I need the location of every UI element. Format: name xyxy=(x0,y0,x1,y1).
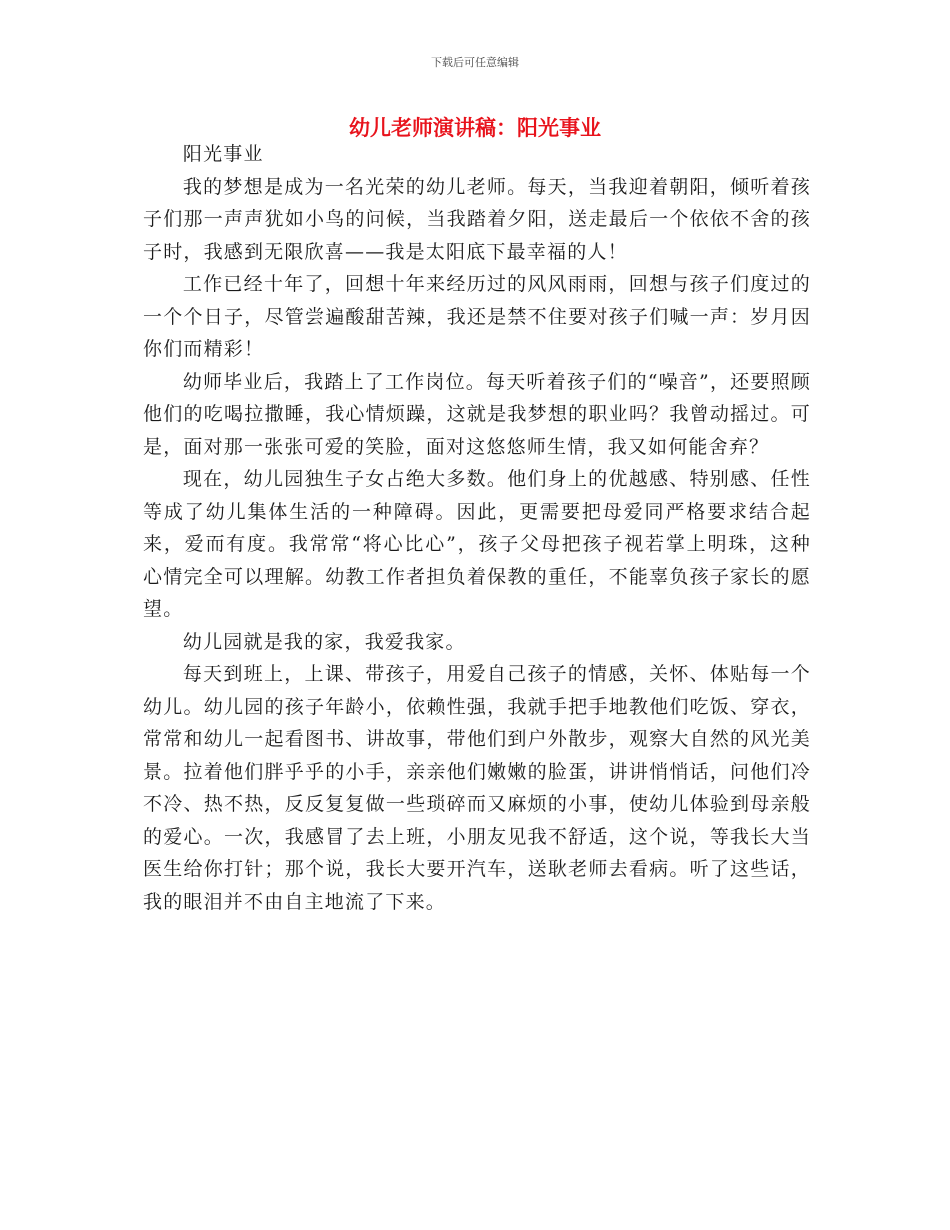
body-paragraph: 我的梦想是成为一名光荣的幼儿老师。每天，当我迎着朝阳，倾听着孩子们那一声声犹如小鸟的问候，当我踏着夕阳，送走最后一个依依不舍的孩子时，我感到无限欣喜——我是太阳底下最幸福的人！ xyxy=(143,175,811,263)
body-paragraph: 现在，幼儿园独生子女占绝大多数。他们身上的优越感、特别感、任性等成了幼儿集体生活的一种障碍。因此，更需要把母爱同严格要求结合起来，爱而有度。我常常“将心比心”，孩子父母把孩子视若掌上明珠，这种心情完全可以理解。幼教工作者担负着保教的重任，不能辜负孩子家长的愿望。 xyxy=(143,468,811,620)
body-paragraph: 每天到班上，上课、带孩子，用爱自己孩子的情感，关怀、体贴每一个幼儿。幼儿园的孩子年龄小，依赖性强，我就手把手地教他们吃饭、穿衣，常常和幼儿一起看图书、讲故事，带他们到户外散步，观察大自然的风光美景。拉着他们胖乎乎的小手，亲亲他们嫩嫩的脸蛋，讲讲悄悄话，问他们冷不冷、热不热，反反复复做一些琐碎而又麻烦的小事，使幼儿体验到母亲般的爱心。一次，我感冒了去上班，小朋友见我不舒适，这个说，等我长大当医生给你打针；那个说，我长大要开汽车，送耿老师去看病。听了这些话，我的眼泪并不由自主地流了下来。 xyxy=(143,663,811,913)
body-paragraph: 工作已经十年了，回想十年来经历过的风风雨雨，回想与孩子们度过的一个个日子，尽管尝遍酸甜苦辣，我还是禁不住要对孩子们喊一声：岁月因你们而精彩！ xyxy=(143,273,811,360)
document-title: 幼儿老师演讲稿：阳光事业 xyxy=(349,116,601,140)
document-body xyxy=(143,138,811,918)
header-note: 下载后可任意编辑 xyxy=(431,56,519,69)
body-paragraph: 幼儿园就是我的家，我爱我家。 xyxy=(182,630,466,653)
body-paragraph: 幼师毕业后，我踏上了工作岗位。每天听着孩子们的“噪音”，还要照顾他们的吃喝拉撒睡，我心情烦躁，这就是我梦想的职业吗？我曾动摇过。可是，面对那一张张可爱的笑脸，面对这悠悠师生情，我又如何能舍弃？ xyxy=(143,370,811,458)
subtitle-paragraph: 阳光事业 xyxy=(182,143,264,165)
